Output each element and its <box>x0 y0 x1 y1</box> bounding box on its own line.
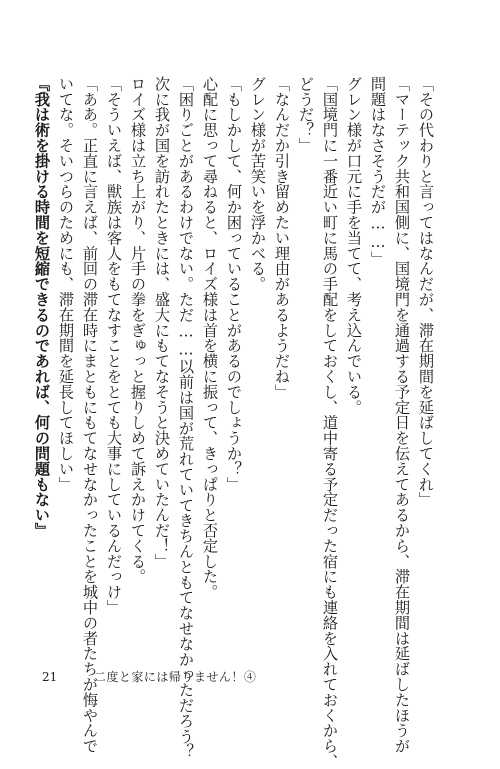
text-line: 「そういえば、獣族は客人をもてなすことをとても大事にしているんだっけ」 <box>105 76 123 615</box>
text-line: 問題はなさそうだが……」 <box>369 76 387 267</box>
text-line: 「マーテック共和国側に、国境門を通過する予定日を伝えてあるから、滞在期間は延ばしたほうが <box>393 76 411 754</box>
text-line: 次に我が国を訪れたときには、盛大にもてなそうと決めていたんだ！」 <box>153 76 171 569</box>
text-line: 「その代わりと言ってはなんだが、滞在期間を延ばしてくれ」 <box>417 76 435 508</box>
book-title: 二度と家には帰りません！④ <box>93 670 257 684</box>
text-line: いてな。そいつらのためにも、滞在期間を延長してほしい」 <box>57 76 75 492</box>
page-footer <box>42 668 256 685</box>
text-line: ロイズ様は立ち上がり、片手の拳をぎゅっと握りしめて訴えかけてくる。 <box>129 76 147 585</box>
page-number: 21 <box>42 670 58 684</box>
text-line: 『我は術を掛ける時間を短縮できるのであれば、何の問題もない』 <box>33 76 51 538</box>
text-line: 「なんだか引き留めたい理由があるようだね」 <box>273 76 291 400</box>
text-line: どうだ？」 <box>297 76 315 153</box>
text-line: 「国境門に一番近い町に馬の手配をしておくし、道中寄る予定だった宿にも連絡を入れておくから、 <box>321 76 339 769</box>
text-line: 「もしかして、何か困っていることがあるのでしょうか？」 <box>225 76 243 492</box>
text-line: グレン様が口元に手を当てて、考え込んでいる。 <box>345 76 363 415</box>
text-line: 「ああ。正直に言えば、前回の滞在時にまともにもてなせなかったことを城中の者たちが悔やんで <box>81 76 99 754</box>
text-line: 心配に思って尋ねると、ロイズ様は首を横に振って、きっぱりと否定した。 <box>201 76 219 600</box>
text-line: 「困りごとがあるわけでない。ただ……以前は国が荒れていてきちんともてなせなかっただろう？ <box>177 76 195 760</box>
text-line: グレン様が苦笑いを浮かべる。 <box>249 76 267 292</box>
